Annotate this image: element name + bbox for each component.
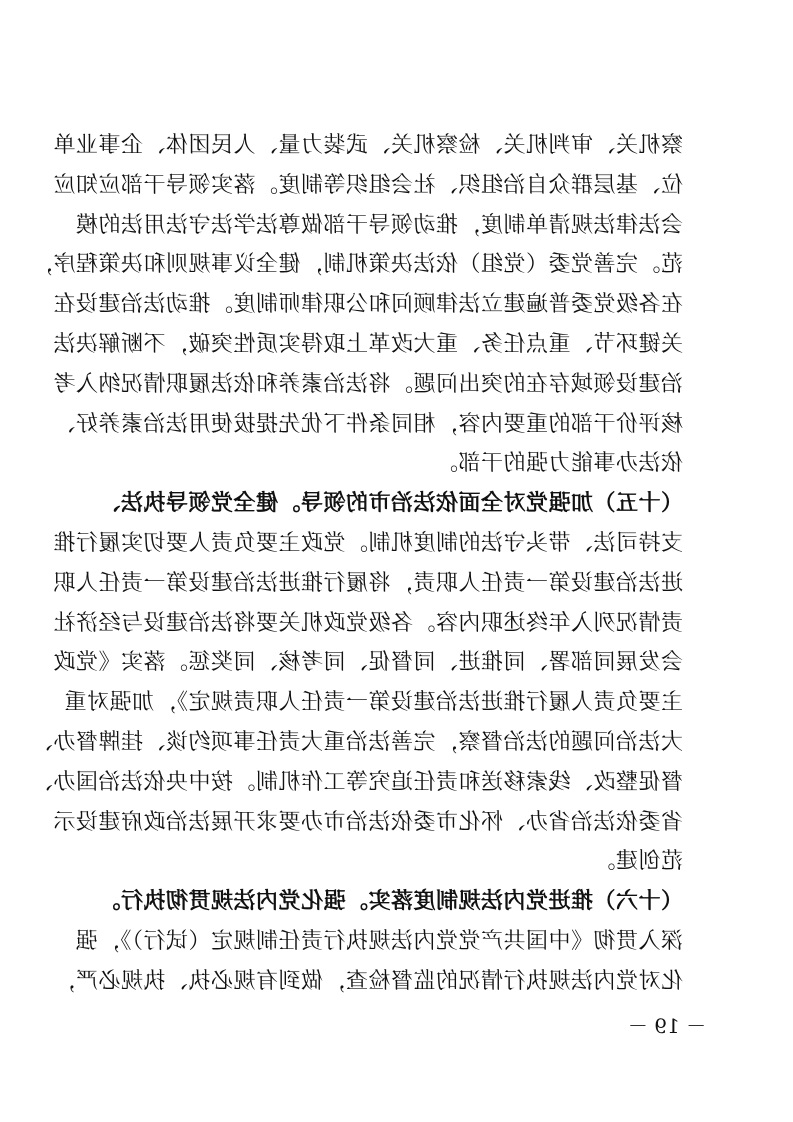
text-line: 深入贯彻《中国共产党党内法规执行责任制规定（试行）》，强 <box>74 928 683 954</box>
body-text <box>30 126 683 1002</box>
section-heading-line: （十六）推进党内法规制度落实。强化党内法规贯彻执行。 <box>97 888 683 915</box>
text-line: 支持司法、带头守法的制度机制。党政主要负责人要切实履行推 <box>52 530 683 556</box>
text-line: 依法办事能力强的干部。 <box>435 451 683 477</box>
text-line: 主要负责人履行推进法治建设第一责任人职责规定》，加强对重 <box>63 690 683 716</box>
page-number: － 19 － <box>627 1014 707 1038</box>
text-line: 治建设领域存在的突出问题。将法治素养和依法履职情况纳入考 <box>52 371 683 397</box>
section-heading-line: （十五）加强党对全面依法治市的领导。健全党领导执法、 <box>97 490 683 517</box>
text-line: 进法治建设第一责任人职责，将履行推进法治建设第一责任人职 <box>52 570 683 596</box>
text-line: 责情况列入年终述职内容。各级党政机关要将法治建设与经济社 <box>52 610 683 636</box>
text-line: 察机关、审判机关、检察机关、武装力量、人民团体、企事业单 <box>52 133 683 158</box>
text-line: 范。完善党委（党组）依法决策机制，健全议事规则和决策程序， <box>30 252 683 278</box>
text-line: 会法律法规清单制度，推动领导干部做尊法学法守法用法的模 <box>75 212 683 238</box>
text-line: 化对党内法规执行情况的监督检查，做到有规必执、执规必严， <box>52 968 683 994</box>
text-line: 督促整改、线索移送和责任追究等工作机制。按中央依法治国办、 <box>30 769 683 795</box>
text-line: 位、基层群众自治组织、社会组织等制度。落实领导干部应知应 <box>52 172 683 198</box>
text-line: 省委依法治省办、怀化市委依法治市办要求开展法治政府建设示 <box>52 809 683 835</box>
text-line: 会发展同部署、同推进、同督促、同考核、同奖惩。落实《党政 <box>52 650 683 676</box>
text-line: 核评价干部的重要内容，相同条件下优先提拔使用法治素养好、 <box>52 411 683 437</box>
text-line: 在各级党委普遍建立法律顾问和公职律师制度。推动法治建设在 <box>52 292 683 318</box>
text-line: 范创建。 <box>592 849 683 875</box>
text-line: 大法治问题的法治督察，完善法治重大责任事项约谈、挂牌督办、 <box>30 729 683 755</box>
text-line: 关键环节、重点任务、重大改革上取得实质性突破，不断解决法 <box>52 331 683 357</box>
